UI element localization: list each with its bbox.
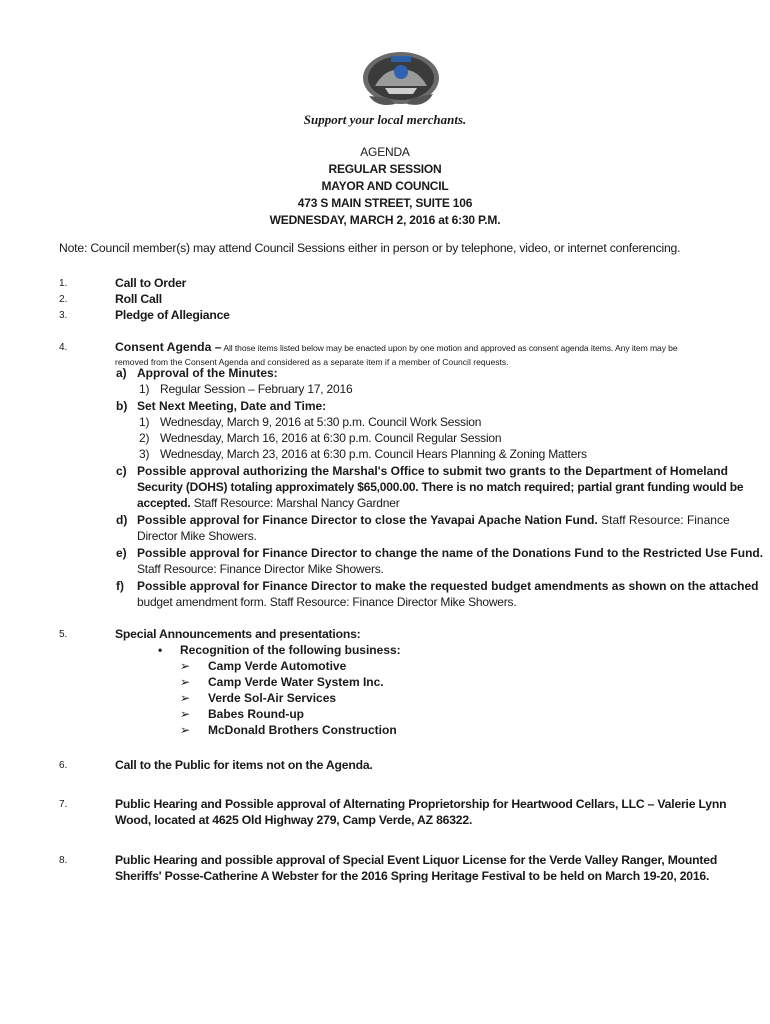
business-name: Verde Sol-Air Services xyxy=(208,691,337,705)
staff-resource: Staff Resource: Marshal Nancy Gardner xyxy=(190,496,400,510)
item-letter: b) xyxy=(116,399,128,413)
arrow-bullet-icon: ➢ xyxy=(180,723,191,737)
item-number: 4. xyxy=(59,342,68,353)
entry-number: 1) xyxy=(139,415,150,429)
meeting-entry xyxy=(139,431,501,445)
consent-agenda-desc-2: removed from the Consent Agenda and considered as a separate item if a member of Council requests. xyxy=(115,357,509,367)
consent-item-e xyxy=(116,546,763,560)
consent-item-d xyxy=(116,513,730,527)
business-entry xyxy=(180,691,336,705)
item-text-line-2: Director Mike Showers. xyxy=(137,529,257,543)
bullet-icon: • xyxy=(158,643,163,657)
session-type: REGULAR SESSION xyxy=(328,162,442,176)
consent-agenda-title: Consent Agenda – xyxy=(115,340,222,354)
entry-text: Wednesday, March 23, 2016 at 6:30 p.m. Council Hears Planning & Zoning Matters xyxy=(160,447,587,461)
business-entry xyxy=(180,659,346,673)
entry-number: 2) xyxy=(139,431,150,445)
entry-text: Wednesday, March 9, 2016 at 5:30 p.m. Council Work Session xyxy=(160,415,482,429)
business-name: Babes Round-up xyxy=(208,707,304,721)
item-text: Possible approval for Finance Director to change the name of the Donations Fund to the Restricted Use Fund. xyxy=(137,546,764,560)
item-title-line-2: Wood, located at 4625 Old Highway 279, Camp Verde, AZ 86322. xyxy=(115,813,473,827)
item-title-line-1: Public Hearing and Possible approval of Alternating Proprietorship for Heartwood Cellars, LLC – Valerie Lynn xyxy=(115,797,727,811)
business-entry xyxy=(180,723,397,737)
item-title: Set Next Meeting, Date and Time: xyxy=(137,399,327,413)
item-text: Possible approval authorizing the Marshal's Office to submit two grants to the Department of Homeland xyxy=(137,464,728,478)
agenda-header xyxy=(0,144,770,229)
business-name: Camp Verde Water System Inc. xyxy=(208,675,384,689)
item-letter: c) xyxy=(116,464,127,478)
item-text: Possible approval for Finance Director to make the requested budget amendments as shown on the attached xyxy=(137,579,759,593)
entry-text: Regular Session – February 17, 2016 xyxy=(160,382,353,396)
staff-resource: Staff Resource: Finance xyxy=(597,513,730,527)
item-letter: d) xyxy=(116,513,128,527)
town-seal-logo xyxy=(355,48,447,110)
consent-item-a xyxy=(116,366,278,380)
meeting-address: 473 S MAIN STREET, SUITE 106 xyxy=(297,196,473,210)
entry-number: 1) xyxy=(139,382,150,396)
item-title: Call to Order xyxy=(115,276,187,290)
item-title: Call to the Public for items not on the Agenda. xyxy=(115,758,373,772)
item-title-line-1: Public Hearing and possible approval of Special Event Liquor License for the Verde Valley Ranger, Mounted xyxy=(115,853,718,867)
bullet-text: Recognition of the following business: xyxy=(180,643,401,657)
consent-agenda-header xyxy=(115,338,735,367)
item-text-line-2: Staff Resource: Finance Director Mike Showers. xyxy=(137,562,384,576)
arrow-bullet-icon: ➢ xyxy=(180,691,191,705)
meeting-date: WEDNESDAY, MARCH 2, 2016 at 6:30 P.M. xyxy=(269,213,501,227)
entry-text: Wednesday, March 16, 2016 at 6:30 p.m. Council Regular Session xyxy=(160,431,502,445)
item-number: 2. xyxy=(59,294,68,305)
item-text-bold: accepted. xyxy=(137,496,191,510)
arrow-bullet-icon: ➢ xyxy=(180,707,191,721)
consent-item-f xyxy=(116,579,758,593)
item-number: 5. xyxy=(59,629,68,640)
body-name: MAYOR AND COUNCIL xyxy=(321,179,449,193)
arrow-bullet-icon: ➢ xyxy=(180,659,191,673)
consent-item-c xyxy=(116,464,728,478)
entry-number: 3) xyxy=(139,447,150,461)
item-text-line-2: budget amendment form. Staff Resource: Finance Director Mike Showers. xyxy=(137,595,517,609)
item-number: 6. xyxy=(59,760,68,771)
item-number: 7. xyxy=(59,799,68,810)
item-letter: f) xyxy=(116,579,124,593)
item-letter: e) xyxy=(116,546,127,560)
meeting-entry xyxy=(139,415,481,429)
item-text-line-2: Security (DOHS) totaling approximately $65,000.00. There is no match required; partial grant funding would be xyxy=(137,480,744,494)
item-title: Roll Call xyxy=(115,292,162,306)
business-entry xyxy=(180,707,304,721)
meeting-entry xyxy=(139,447,587,461)
business-name: Camp Verde Automotive xyxy=(208,659,347,673)
consent-agenda-desc: All those items listed below may be enacted upon by one motion and approved as consent agenda items. Any item may be xyxy=(221,343,678,353)
item-text: Possible approval for Finance Director to close the Yavapai Apache Nation Fund. xyxy=(137,513,598,527)
item-letter: a) xyxy=(116,366,127,380)
business-name: McDonald Brothers Construction xyxy=(208,723,397,737)
consent-item-b xyxy=(116,399,326,413)
recognition-bullet xyxy=(158,643,401,657)
business-entry xyxy=(180,675,384,689)
arrow-bullet-icon: ➢ xyxy=(180,675,191,689)
tagline: Support your local merchants. xyxy=(303,112,467,127)
item-title: Pledge of Allegiance xyxy=(115,308,230,322)
item-number: 3. xyxy=(59,310,68,321)
item-title: Special Announcements and presentations: xyxy=(115,627,361,641)
agenda-title: AGENDA xyxy=(360,145,410,159)
item-title: Approval of the Minutes: xyxy=(137,366,278,380)
item-text-line-3 xyxy=(137,496,400,510)
minutes-entry xyxy=(139,382,352,396)
attendance-note: Note: Council member(s) may attend Council Sessions either in person or by telephone, video, or internet conferencing. xyxy=(59,241,681,255)
item-title-line-2: Sheriffs' Posse-Catherine A Webster for the 2016 Spring Heritage Festival to be held on March 19-20, 2016. xyxy=(115,869,710,883)
item-number: 8. xyxy=(59,855,68,866)
item-number: 1. xyxy=(59,278,68,289)
